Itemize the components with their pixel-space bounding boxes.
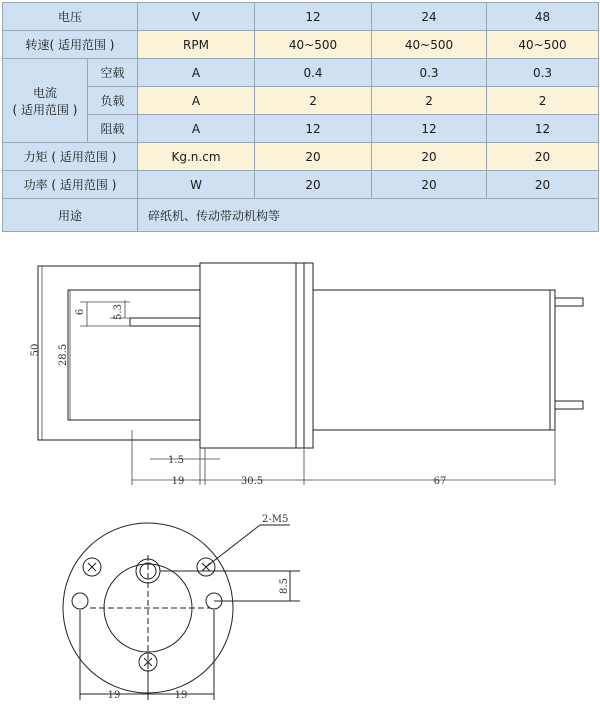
speed-unit: RPM [138,31,255,59]
voltage-48: 48 [487,3,599,31]
speed-row [3,31,599,59]
power-12v: 20 [255,171,372,199]
flange-outline [200,263,304,448]
torque-label: 力矩 ( 适用范围 ) [3,143,138,171]
dim-50: 50 [30,343,41,357]
callout-2-m5: 2-M5 [262,514,289,525]
noload-label: 空载 [88,59,138,87]
speed-label: 转速( 适用范围 ) [3,31,138,59]
voltage-12: 12 [255,3,372,31]
dim-30-5: 30.5 [240,476,264,487]
load-12v: 2 [255,87,372,115]
torque-24v: 20 [372,143,487,171]
noload-12v: 0.4 [255,59,372,87]
current-label [3,59,88,143]
dim-1-5: 1.5 [168,455,184,466]
speed-12v: 40~500 [255,31,372,59]
current-label-line2: ( 适用范围 ) [12,102,78,117]
stall-label: 阻载 [88,115,138,143]
output-shaft [130,318,200,326]
usage-row [3,199,599,232]
power-unit: W [138,171,255,199]
power-label: 功率 ( 适用范围 ) [3,171,138,199]
dim-6: 6 [75,308,86,316]
gearbox-inner [68,290,200,420]
noload-24v: 0.3 [372,59,487,87]
spec-table [2,2,599,232]
speed-48v: 40~500 [487,31,599,59]
motor-drawing [0,250,600,714]
load-24v: 2 [372,87,487,115]
current-stall-row [3,115,599,143]
speed-24v: 40~500 [372,31,487,59]
current-label-line1: 电流 [32,85,57,100]
dim-19-left: 19 [107,690,121,701]
mount-hole-left [72,593,88,609]
noload-48v: 0.3 [487,59,599,87]
stall-24v: 12 [372,115,487,143]
torque-unit: Kg.n.cm [138,143,255,171]
current-load-row [3,87,599,115]
dim-19: 19 [171,476,185,487]
torque-row [3,143,599,171]
power-48v: 20 [487,171,599,199]
stall-12v: 12 [255,115,372,143]
torque-48v: 20 [487,143,599,171]
motor-body [313,290,555,430]
power-24v: 20 [372,171,487,199]
dim-8-5: 8.5 [279,578,290,594]
voltage-24: 24 [372,3,487,31]
stall-unit: A [138,115,255,143]
noload-unit: A [138,59,255,87]
dim-5-3: 5.3 [113,304,124,320]
dim-67: 67 [433,476,447,487]
voltage-row [3,3,599,31]
dim-28-5: 28.5 [58,343,69,367]
current-noload-row [3,59,599,87]
usage-label: 用途 [3,199,138,232]
dim-19-right: 19 [174,690,188,701]
voltage-label: 电压 [3,3,138,31]
usage-value: 碎纸机、传动带动机构等 [138,199,599,232]
torque-12v: 20 [255,143,372,171]
load-label: 负载 [88,87,138,115]
power-row [3,171,599,199]
voltage-unit: V [138,3,255,31]
load-unit: A [138,87,255,115]
load-48v: 2 [487,87,599,115]
stall-48v: 12 [487,115,599,143]
terminal-bottom [555,401,583,409]
terminal-top [555,298,583,306]
